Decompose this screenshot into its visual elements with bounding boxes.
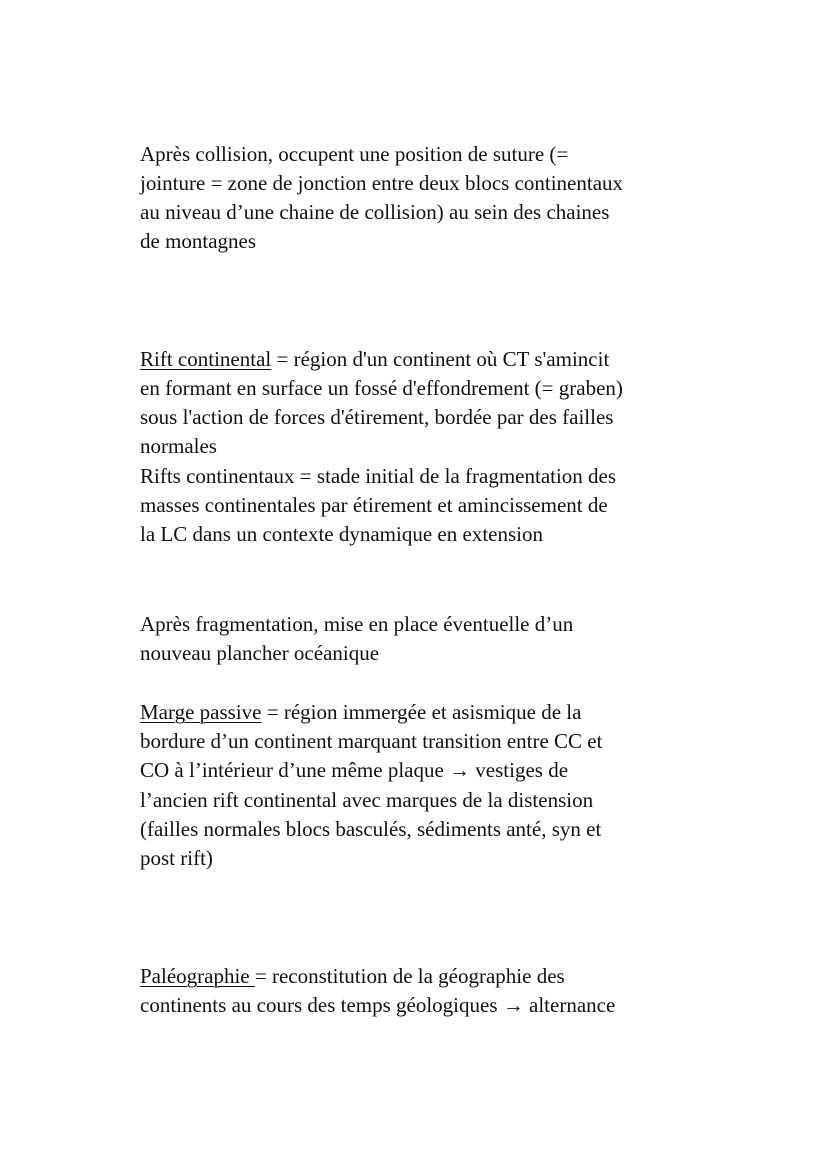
text-line: masses continentales par étirement et amincissement de — [140, 493, 608, 517]
term-rift-continental: Rift continental — [140, 347, 272, 371]
text-line: Rifts continentaux = stade initial de la fragmentation des — [140, 464, 617, 488]
text-line: de montagnes — [140, 229, 257, 253]
definition-text: = région immergée et asismique de la — [261, 700, 582, 724]
text-line: l’ancien rift continental avec marques de la distension — [140, 788, 594, 812]
text-line: Après fragmentation, mise en place éventuelle d’un — [140, 612, 574, 636]
text-line: bordure d’un continent marquant transition entre CC et — [140, 729, 603, 753]
term-marge-passive: Marge passive — [140, 700, 262, 724]
definition-line — [140, 698, 581, 727]
text-line: normales — [140, 434, 217, 458]
text-line: Après collision, occupent une position de suture (= — [140, 142, 569, 166]
definition-line — [140, 345, 609, 374]
definition-text: = région d'un continent où CT s'amincit — [271, 347, 610, 371]
text-line: au niveau d’une chaine de collision) au sein des chaines — [140, 200, 610, 224]
text-line: (failles normales blocs basculés, sédiments anté, syn et — [140, 817, 602, 841]
text-line: la LC dans un contexte dynamique en extension — [140, 522, 543, 546]
text-line: continents au cours des temps géologiques → alternance — [140, 993, 616, 1017]
text-line: nouveau plancher océanique — [140, 641, 380, 665]
text-line: sous l'action de forces d'étirement, bordée par des failles — [140, 405, 614, 429]
definition-text: = reconstitution de la géographie des — [254, 964, 565, 988]
term-paleographie: Paléographie — [140, 964, 255, 988]
text-line: CO à l’intérieur d’une même plaque → vestiges de — [140, 758, 569, 782]
text-line: post rift) — [140, 846, 213, 870]
definition-line — [140, 962, 565, 991]
text-line: en formant en surface un fossé d'effondrement (= graben) — [140, 376, 623, 400]
text-line: jointure = zone de jonction entre deux blocs continentaux — [140, 171, 624, 195]
